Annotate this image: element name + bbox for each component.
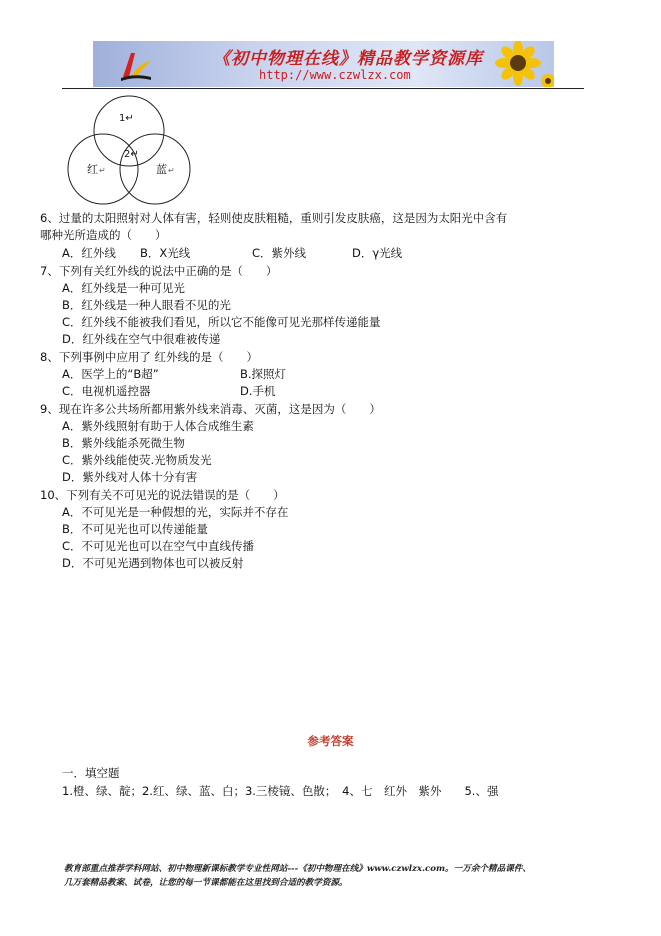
q6-option-a: A．红外线 (62, 246, 116, 260)
venn-label-red: 红 (87, 163, 98, 176)
venn-label-1: 1↵ (119, 113, 134, 124)
q8-option-d: D.手机 (240, 384, 276, 398)
q8-options-row2 (62, 383, 362, 400)
q6-stem-line2: 哪种光所造成的（ ） (40, 228, 167, 242)
answers-title: 参考答案 (307, 734, 354, 748)
venn-return-mark-red: ↵ (99, 166, 106, 175)
q9-option-a: A．紫外线照射有助于人体合成维生素 (62, 419, 254, 433)
sunflower-icon (484, 41, 554, 87)
q6-option-b: B．X光线 (140, 246, 191, 260)
venn-return-mark-blue: ↵ (168, 166, 175, 175)
q9-option-d: D．紫外线对人体十分有害 (62, 470, 198, 484)
q6-options (62, 245, 462, 262)
footer-line1: 教育部重点推荐学科网站、初中物理新课标教学专业性网站---《初中物理在线》www.czwlzx.com。一万余个精品课件、 (64, 864, 531, 874)
q8-options-row1 (62, 366, 362, 383)
q6-stem-line1: 6、过量的太阳照射对人体有害，轻则使皮肤粗糙，重则引发皮肤癌，这是因为太阳光中含有 (40, 211, 508, 225)
q9-stem: 9、现在许多公共场所都用紫外线来消毒、灭菌，这是因为（ ） (40, 402, 381, 416)
q10-option-a: A．不可见光是一种假想的光，实际并不存在 (62, 505, 289, 519)
q8-stem: 8、下列事例中应用了 红外线的是（ ） (40, 350, 258, 364)
q9-option-c: C．紫外线能使荧.光物质发光 (62, 453, 212, 467)
q10-option-c: C．不可见光也可以在空气中直线传播 (62, 539, 255, 553)
q9-option-b: B．紫外线能杀死微生物 (62, 436, 185, 450)
banner-title: 《初中物理在线》精品教学资源库 (213, 49, 483, 69)
q7-stem: 7、下列有关红外线的说法中正确的是（ ） (40, 264, 278, 278)
header-rule (62, 88, 584, 89)
q7-option-a: A．红外线是一种可见光 (62, 281, 185, 295)
site-logo-icon (117, 47, 153, 83)
q10-stem: 10、下列有关不可见光的说法错误的是（ ） (40, 488, 285, 502)
q8-option-a: A．医学上的“B超” (62, 367, 159, 381)
q7-option-d: D．红外线在空气中很难被传递 (62, 332, 221, 346)
venn-label-blue: 蓝 (156, 163, 167, 176)
q6-option-c: C．紫外线 (252, 246, 307, 260)
q6-option-d: D．γ光线 (352, 246, 403, 260)
banner-url[interactable]: http://www.czwlzx.com (259, 68, 411, 82)
q10-option-b: B．不可见光也可以传递能量 (62, 522, 208, 536)
q8-option-c: C．电视机遥控器 (62, 384, 151, 398)
header-banner (93, 41, 554, 87)
q8-option-b: B.探照灯 (240, 367, 287, 381)
q7-option-b: B．红外线是一种人眼看不见的光 (62, 298, 231, 312)
answers-section-heading: 一．填空题 (62, 766, 120, 780)
color-venn-diagram (66, 94, 192, 206)
q10-option-d: D．不可见光遇到物体也可以被反射 (62, 556, 244, 570)
footer-line2: 几万套精品教案、试卷，让您的每一节课都能在这里找到合适的教学资源。 (64, 878, 348, 888)
q7-option-c: C．红外线不能被我们看见，所以它不能像可见光那样传递能量 (62, 315, 381, 329)
venn-label-2: 2↵ (124, 149, 139, 160)
answers-line: 1.橙、绿、靛；2.红、绿、蓝、白；3.三棱镜、色散； 4、七 红外 紫外 5.、强 (62, 784, 499, 798)
